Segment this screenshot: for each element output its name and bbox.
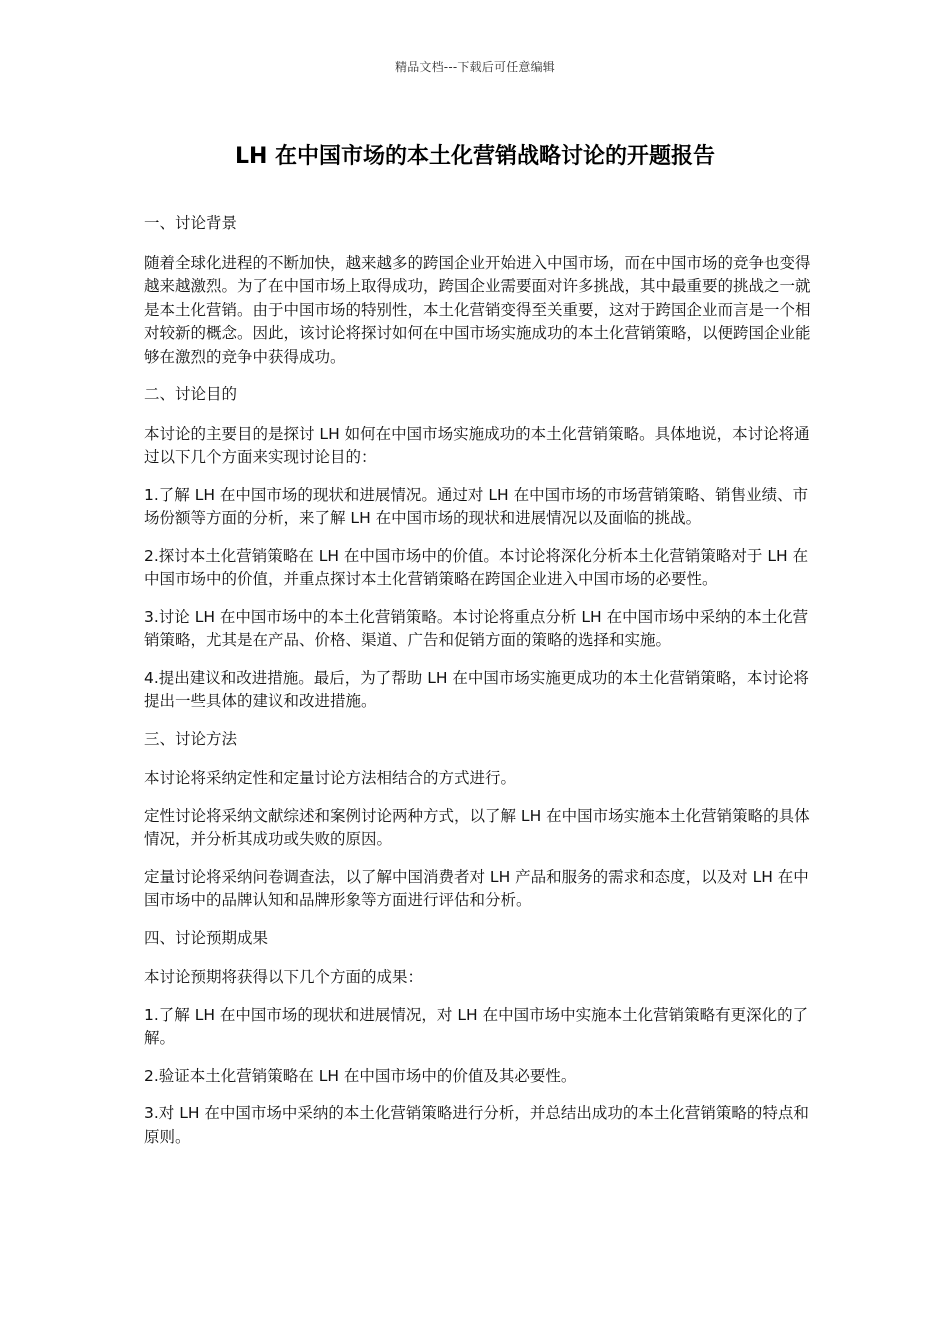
paragraph-outcomes-item-1: 1.了解 LH 在中国市场的现状和进展情况，对 LH 在中国市场中实施本土化营销策略有更深化的了解。: [144, 1005, 809, 1047]
paragraph-purpose-intro: 本讨论的主要目的是探讨 LH 如何在中国市场实施成功的本土化营销策略。具体地说，本讨论将通过以下几个方面来实现讨论目的：: [144, 424, 810, 466]
paragraph-method-quantitative: 定量讨论将采纳问卷调查法，以了解中国消费者对 LH 产品和服务的需求和态度，以及对 LH 在中国市场中的品牌认知和品牌形象等方面进行评估和分析。: [144, 867, 809, 909]
document-body: [144, 212, 819, 1163]
section-heading-background: 一、讨论背景: [144, 214, 238, 232]
paragraph-purpose-item-3: 3.讨论 LH 在中国市场中的本土化营销策略。本讨论将重点分析 LH 在中国市场中采纳的本土化营销策略，尤其是在产品、价格、渠道、广告和促销方面的策略的选择和实施。: [144, 607, 809, 649]
paragraph-purpose-item-1: 1.了解 LH 在中国市场的现状和进展情况。通过对 LH 在中国市场的市场营销策略、销售业绩、市场份额等方面的分析，来了解 LH 在中国市场的现状和进展情况以及面临的挑战。: [144, 485, 809, 527]
paragraph-outcomes-intro: 本讨论预期将获得以下几个方面的成果：: [144, 968, 424, 986]
section-heading-purpose: 二、讨论目的: [144, 385, 238, 403]
document-title: LH 在中国市场的本土化营销战略讨论的开题报告: [234, 144, 716, 169]
paragraph-background: 随着全球化进程的不断加快，越来越多的跨国企业开始进入中国市场，而在中国市场的竞争也变得越来越激烈。为了在中国市场上取得成功，跨国企业需要面对许多挑战，其中最重要的挑战之一就是本土化营销。由于中国市场的特别性，本土化营销变得至关重要，这对于跨国企业而言是一个相对较新的概念。因此，该讨论将探讨如何在中国市场实施成功的本土化营销策略，以便跨国企业能够在激烈的竞争中获得成功。: [144, 253, 811, 366]
paragraph-outcomes-item-2: 2.验证本土化营销策略在 LH 在中国市场中的价值及其必要性。: [144, 1066, 577, 1085]
paragraph-outcomes-item-3: 3.对 LH 在中国市场中采纳的本土化营销策略进行分析，并总结出成功的本土化营销策略的特点和原则。: [144, 1104, 809, 1146]
paragraph-purpose-item-2: 2.探讨本土化营销策略在 LH 在中国市场中的价值。本讨论将深化分析本土化营销策略对于 LH 在中国市场中的价值，并重点探讨本土化营销策略在跨国企业进入中国市场的必要性。: [144, 546, 809, 588]
section-heading-method: 三、讨论方法: [144, 729, 238, 748]
paragraph-method-intro: 本讨论将采纳定性和定量讨论方法相结合的方式进行。: [144, 769, 517, 787]
paragraph-purpose-item-4: 4.提出建议和改进措施。最后，为了帮助 LH 在中国市场实施更成功的本土化营销策略，本讨论将提出一些具体的建议和改进措施。: [144, 668, 809, 710]
paragraph-method-qualitative: 定性讨论将采纳文献综述和案例讨论两种方式，以了解 LH 在中国市场实施本土化营销策略的具体情况，并分析其成功或失败的原因。: [144, 806, 810, 848]
section-heading-outcomes: 四、讨论预期成果: [144, 928, 269, 947]
header-watermark: 精品文档---下载后可任意编辑: [395, 60, 555, 74]
